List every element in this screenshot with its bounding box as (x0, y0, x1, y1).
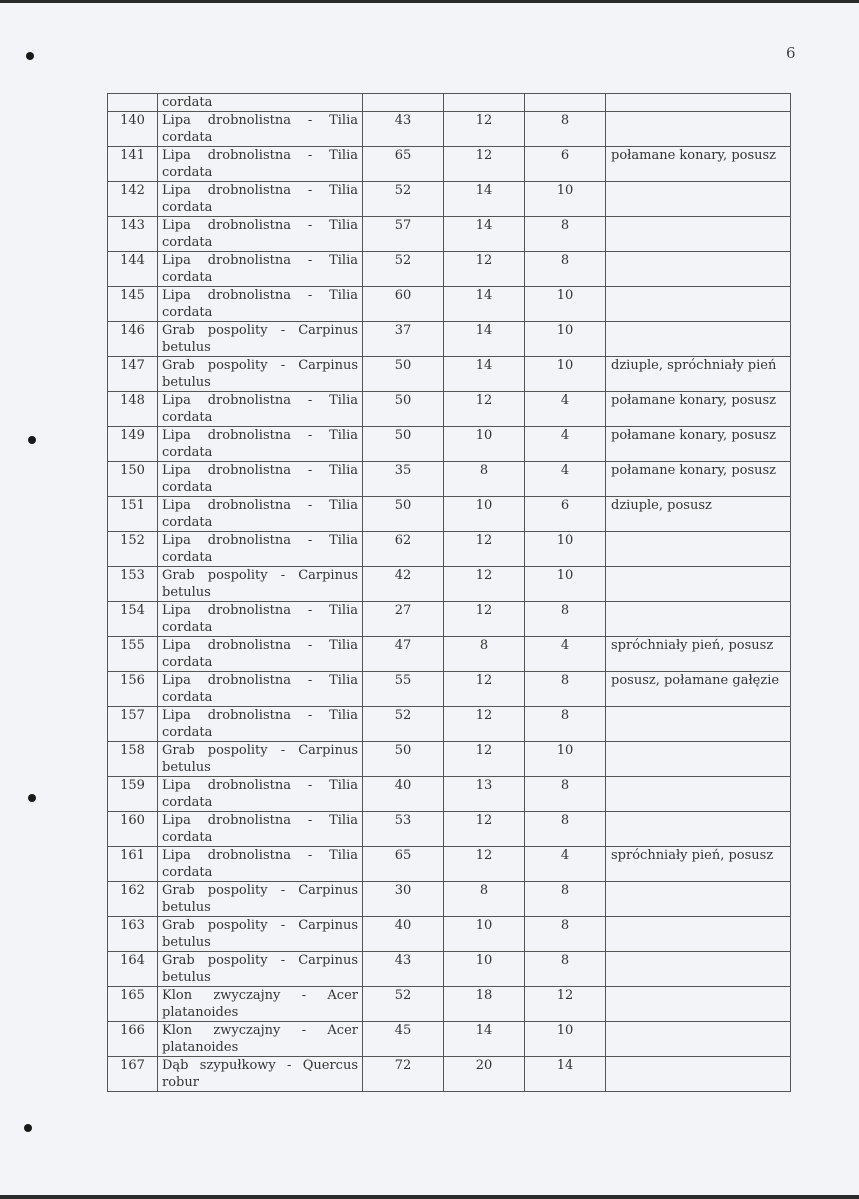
cell-species: Lipa drobnolistna - Tilia cordata (158, 812, 363, 847)
table-row (108, 917, 791, 952)
cell-value: 52 (363, 182, 444, 217)
cell-value: 4 (525, 637, 606, 672)
cell-value: 12 (444, 532, 525, 567)
cell-notes: połamane konary, posusz (606, 462, 791, 497)
cell-number: 159 (108, 777, 158, 812)
cell-value: 10 (525, 322, 606, 357)
cell-number: 140 (108, 112, 158, 147)
cell-value: 50 (363, 357, 444, 392)
cell-number: 156 (108, 672, 158, 707)
cell-species: Lipa drobnolistna - Tilia cordata (158, 392, 363, 427)
cell-number: 147 (108, 357, 158, 392)
table-row (108, 427, 791, 462)
cell-value: 4 (525, 847, 606, 882)
cell-species: Grab pospolity - Carpinus betulus (158, 742, 363, 777)
cell-value: 8 (444, 882, 525, 917)
cell-value: 50 (363, 427, 444, 462)
cell-value: 10 (525, 287, 606, 322)
cell-value: 62 (363, 532, 444, 567)
cell-value: 8 (525, 217, 606, 252)
cell-value: 30 (363, 882, 444, 917)
cell-notes (606, 217, 791, 252)
cell-value: 6 (525, 147, 606, 182)
cell-value: 4 (525, 392, 606, 427)
cell-notes: połamane konary, posusz (606, 427, 791, 462)
cell-species: Klon zwyczajny - Acer platanoides (158, 987, 363, 1022)
cell-value: 55 (363, 672, 444, 707)
cell-value: 4 (525, 462, 606, 497)
cell-value: 6 (525, 497, 606, 532)
page-number: 6 (786, 44, 796, 62)
cell-value: 12 (444, 567, 525, 602)
cell-value: 14 (444, 357, 525, 392)
cell-notes: dziuple, spróchniały pień (606, 357, 791, 392)
cell-value: 72 (363, 1057, 444, 1092)
cell-notes: połamane konary, posusz (606, 392, 791, 427)
cell-value: 10 (525, 742, 606, 777)
table-row (108, 882, 791, 917)
cell-number: 157 (108, 707, 158, 742)
cell-value: 10 (444, 952, 525, 987)
punch-hole-icon (26, 52, 34, 60)
table-row (108, 252, 791, 287)
cell-notes (606, 812, 791, 847)
cell-notes: spróchniały pień, posusz (606, 637, 791, 672)
cell-value: 12 (444, 847, 525, 882)
cell-value: 14 (444, 322, 525, 357)
cell-value: 8 (444, 462, 525, 497)
cell-number: 162 (108, 882, 158, 917)
cell-value: 8 (525, 112, 606, 147)
cell-value: 12 (444, 392, 525, 427)
cell-value: 10 (525, 182, 606, 217)
cell-number: 150 (108, 462, 158, 497)
table-row (108, 532, 791, 567)
cell-value: 12 (525, 987, 606, 1022)
cell-notes (606, 1022, 791, 1057)
cell-value: 52 (363, 987, 444, 1022)
cell-value: 12 (444, 812, 525, 847)
cell-notes (606, 287, 791, 322)
cell-value: 40 (363, 917, 444, 952)
cell-species: Dąb szypułkowy - Quercus robur (158, 1057, 363, 1092)
table-row (108, 707, 791, 742)
cell-number: 141 (108, 147, 158, 182)
cell-notes (606, 952, 791, 987)
table-row (108, 1057, 791, 1092)
cell-value: 8 (525, 812, 606, 847)
table-row (108, 742, 791, 777)
cell-value: 47 (363, 637, 444, 672)
cell-number (108, 94, 158, 112)
table-row (108, 777, 791, 812)
cell-value: 10 (444, 917, 525, 952)
cell-value: 10 (444, 497, 525, 532)
cell-value: 14 (444, 182, 525, 217)
cell-value: 12 (444, 112, 525, 147)
table-row (108, 812, 791, 847)
cell-value: 60 (363, 287, 444, 322)
cell-value: 50 (363, 392, 444, 427)
table-row (108, 287, 791, 322)
cell-value: 20 (444, 1057, 525, 1092)
cell-species: Lipa drobnolistna - Tilia cordata (158, 427, 363, 462)
table-row (108, 147, 791, 182)
table-row (108, 357, 791, 392)
cell-number: 165 (108, 987, 158, 1022)
cell-species: Lipa drobnolistna - Tilia cordata (158, 707, 363, 742)
cell-species: Lipa drobnolistna - Tilia cordata (158, 252, 363, 287)
scan-top-edge (0, 0, 859, 3)
cell-notes: dziuple, posusz (606, 497, 791, 532)
cell-number: 148 (108, 392, 158, 427)
cell-value: 12 (444, 672, 525, 707)
cell-value: 10 (525, 357, 606, 392)
cell-value: 12 (444, 742, 525, 777)
table-row (108, 112, 791, 147)
cell-species: Lipa drobnolistna - Tilia cordata (158, 462, 363, 497)
cell-value (444, 94, 525, 112)
cell-species: Grab pospolity - Carpinus betulus (158, 952, 363, 987)
cell-number: 152 (108, 532, 158, 567)
cell-value: 40 (363, 777, 444, 812)
cell-notes (606, 882, 791, 917)
cell-value: 10 (525, 1022, 606, 1057)
cell-value: 65 (363, 847, 444, 882)
cell-species: Grab pospolity - Carpinus betulus (158, 882, 363, 917)
table-row (108, 1022, 791, 1057)
cell-number: 163 (108, 917, 158, 952)
cell-number: 143 (108, 217, 158, 252)
punch-hole-icon (28, 794, 36, 802)
table-body (108, 94, 791, 1092)
cell-value: 8 (525, 952, 606, 987)
table-row (108, 672, 791, 707)
table-row (108, 217, 791, 252)
cell-notes (606, 252, 791, 287)
cell-species: Lipa drobnolistna - Tilia cordata (158, 497, 363, 532)
cell-species: Grab pospolity - Carpinus betulus (158, 917, 363, 952)
cell-value: 8 (525, 672, 606, 707)
cell-species: Lipa drobnolistna - Tilia cordata (158, 847, 363, 882)
cell-notes (606, 742, 791, 777)
cell-notes: posusz, połamane gałęzie (606, 672, 791, 707)
cell-notes (606, 112, 791, 147)
table-row (108, 497, 791, 532)
cell-species: Lipa drobnolistna - Tilia cordata (158, 637, 363, 672)
cell-species: Grab pospolity - Carpinus betulus (158, 357, 363, 392)
table-row (108, 602, 791, 637)
cell-number: 144 (108, 252, 158, 287)
cell-species: Lipa drobnolistna - Tilia cordata (158, 777, 363, 812)
table-row (108, 392, 791, 427)
cell-value: 43 (363, 112, 444, 147)
cell-number: 164 (108, 952, 158, 987)
cell-value (363, 94, 444, 112)
table-row (108, 987, 791, 1022)
table-row (108, 462, 791, 497)
cell-number: 146 (108, 322, 158, 357)
cell-number: 142 (108, 182, 158, 217)
cell-species: cordata (158, 94, 363, 112)
cell-notes (606, 987, 791, 1022)
cell-value: 8 (525, 882, 606, 917)
cell-number: 155 (108, 637, 158, 672)
cell-value: 8 (525, 917, 606, 952)
cell-value: 57 (363, 217, 444, 252)
cell-value: 37 (363, 322, 444, 357)
cell-value: 14 (444, 287, 525, 322)
cell-value: 50 (363, 742, 444, 777)
cell-number: 145 (108, 287, 158, 322)
cell-notes (606, 182, 791, 217)
cell-value: 53 (363, 812, 444, 847)
cell-value: 10 (525, 532, 606, 567)
table-row (108, 567, 791, 602)
cell-species: Grab pospolity - Carpinus betulus (158, 322, 363, 357)
cell-notes (606, 94, 791, 112)
cell-value (525, 94, 606, 112)
tree-inventory-table (107, 93, 791, 1092)
cell-value: 4 (525, 427, 606, 462)
table-row (108, 952, 791, 987)
cell-notes (606, 917, 791, 952)
cell-value: 10 (444, 427, 525, 462)
cell-value: 12 (444, 707, 525, 742)
cell-value: 12 (444, 147, 525, 182)
cell-value: 14 (444, 1022, 525, 1057)
cell-notes (606, 602, 791, 637)
cell-species: Lipa drobnolistna - Tilia cordata (158, 532, 363, 567)
table-row (108, 637, 791, 672)
cell-value: 8 (525, 777, 606, 812)
cell-number: 166 (108, 1022, 158, 1057)
cell-value: 43 (363, 952, 444, 987)
cell-number: 154 (108, 602, 158, 637)
cell-value: 18 (444, 987, 525, 1022)
punch-hole-icon (24, 1124, 32, 1132)
cell-value: 14 (525, 1057, 606, 1092)
cell-value: 35 (363, 462, 444, 497)
cell-value: 45 (363, 1022, 444, 1057)
cell-notes: spróchniały pień, posusz (606, 847, 791, 882)
cell-notes (606, 1057, 791, 1092)
cell-number: 161 (108, 847, 158, 882)
cell-value: 52 (363, 707, 444, 742)
cell-species: Lipa drobnolistna - Tilia cordata (158, 602, 363, 637)
cell-notes (606, 532, 791, 567)
cell-number: 158 (108, 742, 158, 777)
cell-species: Klon zwyczajny - Acer platanoides (158, 1022, 363, 1057)
cell-value: 8 (444, 637, 525, 672)
cell-value: 52 (363, 252, 444, 287)
cell-value: 8 (525, 707, 606, 742)
cell-value: 14 (444, 217, 525, 252)
cell-notes (606, 777, 791, 812)
cell-number: 167 (108, 1057, 158, 1092)
cell-notes: połamane konary, posusz (606, 147, 791, 182)
table-row (108, 847, 791, 882)
cell-value: 42 (363, 567, 444, 602)
punch-hole-icon (28, 436, 36, 444)
cell-notes (606, 567, 791, 602)
cell-value: 13 (444, 777, 525, 812)
cell-notes (606, 707, 791, 742)
cell-notes (606, 322, 791, 357)
cell-species: Grab pospolity - Carpinus betulus (158, 567, 363, 602)
cell-species: Lipa drobnolistna - Tilia cordata (158, 672, 363, 707)
cell-value: 65 (363, 147, 444, 182)
cell-value: 10 (525, 567, 606, 602)
cell-value: 50 (363, 497, 444, 532)
table-row-continuation (108, 94, 791, 112)
table-row (108, 322, 791, 357)
cell-value: 8 (525, 602, 606, 637)
cell-number: 151 (108, 497, 158, 532)
cell-species: Lipa drobnolistna - Tilia cordata (158, 112, 363, 147)
cell-value: 12 (444, 252, 525, 287)
cell-value: 8 (525, 252, 606, 287)
cell-number: 153 (108, 567, 158, 602)
cell-value: 27 (363, 602, 444, 637)
cell-value: 12 (444, 602, 525, 637)
scan-bottom-edge (0, 1195, 859, 1199)
table-row (108, 182, 791, 217)
cell-species: Lipa drobnolistna - Tilia cordata (158, 287, 363, 322)
cell-number: 160 (108, 812, 158, 847)
cell-species: Lipa drobnolistna - Tilia cordata (158, 217, 363, 252)
cell-species: Lipa drobnolistna - Tilia cordata (158, 182, 363, 217)
cell-species: Lipa drobnolistna - Tilia cordata (158, 147, 363, 182)
cell-number: 149 (108, 427, 158, 462)
